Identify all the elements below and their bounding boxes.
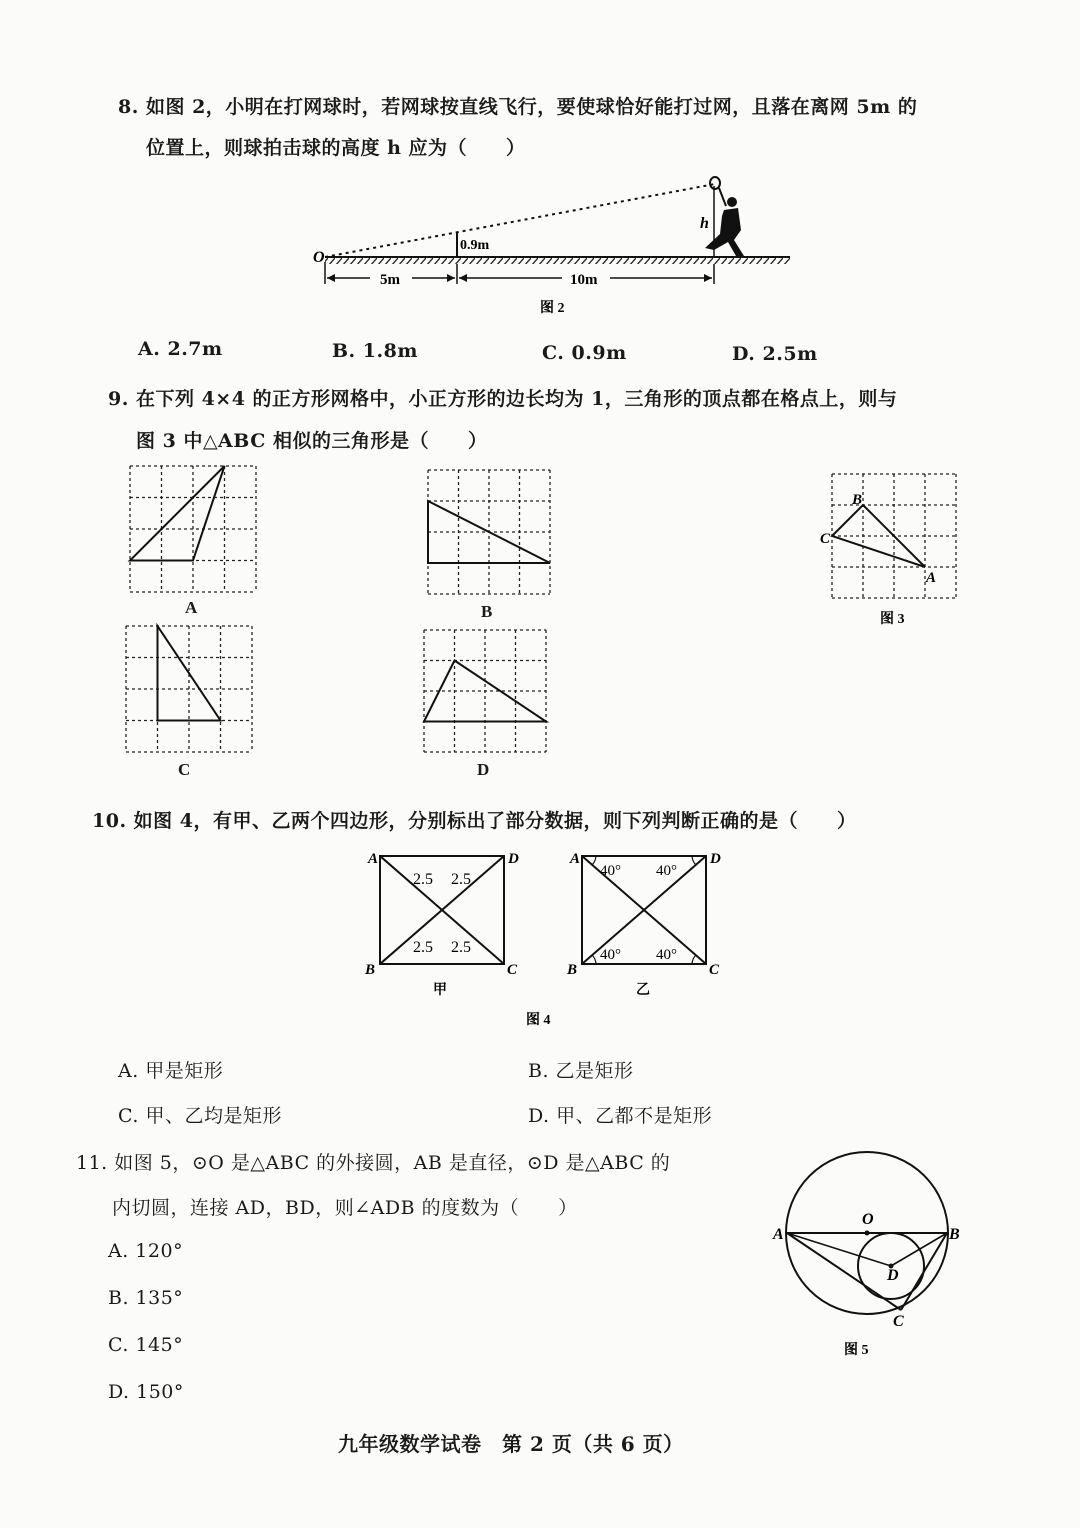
vertex-a-label: A [773,1226,784,1243]
center-d-label: D [887,1267,899,1284]
yi-vertex-a: A [570,851,581,867]
figure-3-abc [818,470,968,630]
q10-option-d: D. 甲、乙都不是矩形 [528,1105,713,1127]
grid-option-d [424,630,546,752]
q11-option-c: C. 145° [108,1334,184,1356]
option-label-b: B [481,602,493,621]
jia-vertex-d: D [508,851,519,867]
jia-vertex-a: A [368,851,379,867]
figure-4-quadrilaterals [360,846,740,1036]
figure-2-caption: 图 2 [540,301,565,316]
dimension-5m-label: 5m [380,272,400,288]
point-o-label: O [313,249,325,266]
q10-text: 10. 如图 4，有甲、乙两个四边形，分别标出了部分数据，则下列判断正确的是（ ） [92,810,857,832]
yi-angle-label-4: 40° [656,947,677,963]
net-height-label: 0.9m [460,238,490,253]
quadrilateral-yi [566,851,721,998]
yi-vertex-c: C [709,962,720,978]
q11-option-a: A. 120° [108,1240,184,1262]
q11-option-b: B. 135° [108,1287,184,1309]
jia-seg-label-4: 2.5 [451,939,471,956]
label-jia: 甲 [433,983,447,998]
ground-hatch [325,257,790,264]
figure-5-caption: 图 5 [844,1343,869,1358]
q11-text-line2: 内切圆，连接 AD，BD，则∠ADB 的度数为（ ） [112,1197,578,1219]
figure-5-circles [766,1140,976,1365]
dimension-10m-label: 10m [570,272,598,288]
q8-option-b: B. 1.8m [332,340,418,362]
q11-text-line1: 11. 如图 5，⊙O 是△ABC 的外接圆，AB 是直径，⊙D 是△ABC 的 [76,1152,671,1174]
q11-option-d: D. 150° [108,1381,184,1403]
q10-option-b: B. 乙是矩形 [528,1060,634,1082]
vertex-c-label: C [820,531,831,547]
q8-option-d: D. 2.5m [732,343,818,365]
q10-option-c: C. 甲、乙均是矩形 [118,1105,282,1127]
figure-4-caption: 图 4 [526,1013,551,1028]
grid-option-a [130,466,256,592]
grid-option-b [428,470,550,594]
q8-option-c: C. 0.9m [542,342,627,364]
jia-seg-label-1: 2.5 [413,871,433,888]
jia-vertex-b: B [365,962,376,978]
vertex-a-label: A [926,570,937,586]
q8-text-line2: 位置上，则球拍击球的高度 h 应为（ ） [146,137,526,159]
vertex-b-label: B [852,492,863,508]
vertex-c-label: C [893,1313,904,1330]
q9-text-line1: 9. 在下列 4×4 的正方形网格中，小正方形的边长均为 1，三角形的顶点都在格点上，则与 [108,388,898,410]
height-h-label: h [700,215,709,232]
option-label-d: D [477,760,490,779]
grid-option-c [126,626,252,752]
q10-option-a: A. 甲是矩形 [118,1060,224,1082]
yi-vertex-b: B [567,962,578,978]
vertex-b-label: B [949,1226,960,1243]
option-label-a: A [185,598,198,617]
yi-angle-label-3: 40° [600,947,621,963]
option-label-c: C [178,760,191,779]
jia-seg-label-2: 2.5 [451,871,471,888]
dimension-5m [327,272,455,288]
q8-option-a: A. 2.7m [138,338,223,360]
player-figure [705,177,744,256]
q9-text-line2: 图 3 中△ABC 相似的三角形是（ ） [136,430,488,452]
page-footer: 九年级数学试卷 第 2 页（共 6 页） [338,1432,684,1456]
yi-vertex-d: D [710,851,721,867]
triangle-a [130,466,225,561]
jia-vertex-c: C [507,962,518,978]
q8-text-line1: 8. 如图 2，小明在打网球时，若网球按直线飞行，要使球恰好能打过网，且落在离网 5m 的 [118,96,918,118]
label-yi: 乙 [636,983,650,998]
figure-3-caption: 图 3 [880,612,905,627]
center-o-dot [865,1231,870,1236]
yi-angle-label-1: 40° [600,863,621,879]
ball-path [325,184,715,257]
yi-angle-label-2: 40° [656,863,677,879]
figure-2-tennis [300,170,810,320]
dimension-10m [459,272,712,288]
center-o-label: O [862,1211,874,1228]
segment-bd [891,1233,947,1266]
quadrilateral-jia [364,851,519,998]
jia-seg-label-3: 2.5 [413,939,433,956]
